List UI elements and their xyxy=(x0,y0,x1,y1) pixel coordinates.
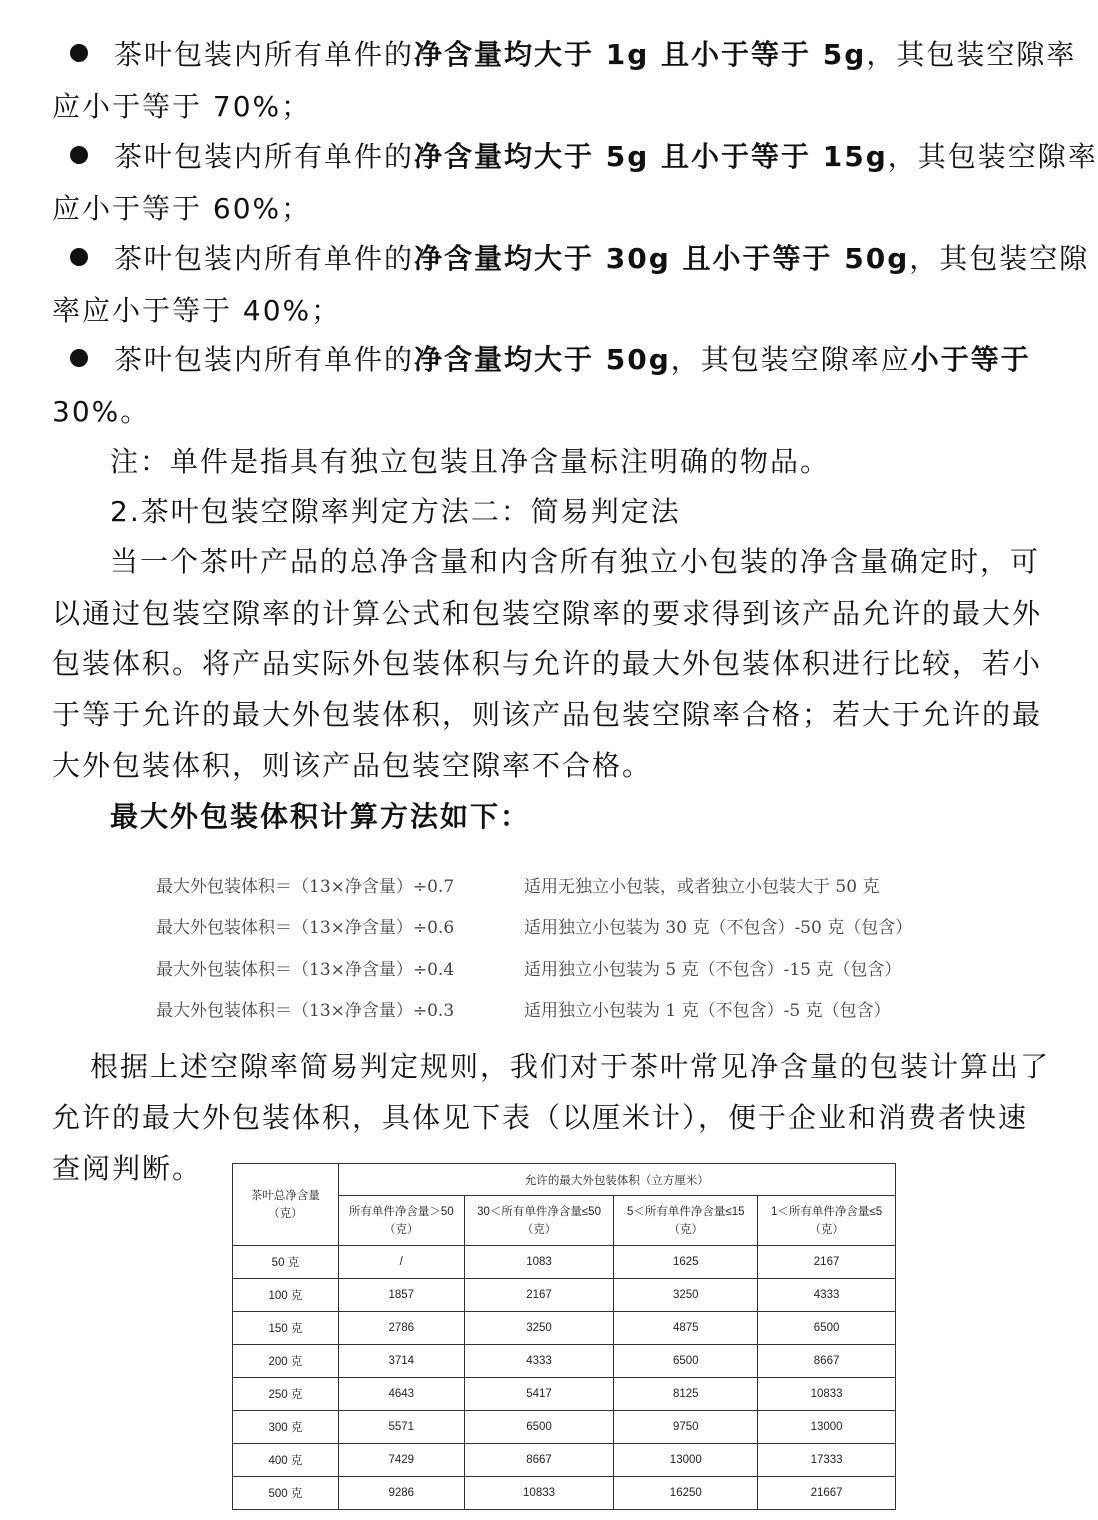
table-cell: 10833 xyxy=(758,1378,896,1411)
table-cell: 4333 xyxy=(758,1279,896,1312)
table-cell: 5417 xyxy=(464,1378,614,1411)
formula-row-1 xyxy=(156,872,880,897)
bullet-item-4-continuation: 30%。 xyxy=(52,395,151,428)
bullet-text-post: ，其包装空隙率 xyxy=(866,38,1077,71)
formula-expression: 最大外包装体积＝（13×净含量）÷0.3 xyxy=(156,1001,455,1021)
table-row xyxy=(233,1477,896,1510)
table-cell: 6500 xyxy=(464,1411,614,1444)
paragraph-line-4: 于等于允许的最大外包装体积，则该产品包装空隙率合格；若大于允许的最 xyxy=(52,698,1043,731)
table-row-label: 200 克 xyxy=(233,1345,339,1378)
table-cell: 8125 xyxy=(614,1378,758,1411)
bullet-text-bold: 净含量均大于 50g xyxy=(414,343,671,376)
table-cell: 9286 xyxy=(338,1477,464,1510)
note-text: 注：单件是指具有独立包装且净含量标注明确的物品。 xyxy=(110,445,831,478)
formula-expression: 最大外包装体积＝（13×净含量）÷0.7 xyxy=(156,877,455,897)
bullet-text-pre: 茶叶包装内所有单件的 xyxy=(114,343,415,376)
max-volume-table xyxy=(232,1163,896,1510)
table-cell: 17333 xyxy=(758,1444,896,1477)
table-cell: 9750 xyxy=(614,1411,758,1444)
table-cell: 2167 xyxy=(758,1246,896,1279)
table-cell: 4333 xyxy=(464,1345,614,1378)
table-cell: 6500 xyxy=(614,1345,758,1378)
table-row xyxy=(233,1246,896,1279)
table-row-label: 50 克 xyxy=(233,1246,339,1279)
table-cell: 13000 xyxy=(758,1411,896,1444)
bullet-item-3 xyxy=(70,242,1090,276)
table-cell: 3714 xyxy=(338,1345,464,1378)
formula-applies: 适用无独立小包装，或者独立小包装大于 50 克 xyxy=(524,877,880,897)
bullet-dot-icon xyxy=(70,44,88,62)
table-intro-line-1: 根据上述空隙率简易判定规则，我们对于茶叶常见净含量的包装计算出了 xyxy=(90,1050,1051,1083)
table-cell: 4643 xyxy=(338,1378,464,1411)
table-row-label: 500 克 xyxy=(233,1477,339,1510)
section-heading: 2.茶叶包装空隙率判定方法二：简易判定法 xyxy=(110,495,681,528)
table-cell: 6500 xyxy=(758,1312,896,1345)
table-body xyxy=(233,1246,896,1510)
table-row-label: 250 克 xyxy=(233,1378,339,1411)
paragraph-line-1: 当一个茶叶产品的总净含量和内含所有独立小包装的净含量确定时，可 xyxy=(110,545,1041,578)
group-header-max-volume: 允许的最大外包装体积（立方厘米） xyxy=(338,1164,895,1196)
formula-row-3 xyxy=(156,955,902,980)
table-row xyxy=(233,1345,896,1378)
bullet-text-bold-2: 小于等于 xyxy=(910,343,1031,376)
row-header-net-content: 茶叶总净含量 （克） xyxy=(233,1164,339,1246)
table-cell: 7429 xyxy=(338,1444,464,1477)
table-cell: 13000 xyxy=(614,1444,758,1477)
table-intro-line-3: 查阅判断。 xyxy=(52,1152,203,1185)
table-cell: 8667 xyxy=(758,1345,896,1378)
bullet-text-pre: 茶叶包装内所有单件的 xyxy=(114,38,415,71)
table-row-label: 150 克 xyxy=(233,1312,339,1345)
formula-expression: 最大外包装体积＝（13×净含量）÷0.4 xyxy=(156,960,455,980)
bullet-item-3-continuation: 率应小于等于 40%； xyxy=(52,294,342,327)
bullet-text-bold: 净含量均大于 30g 且小于等于 50g xyxy=(414,242,910,275)
table-row-label: 100 克 xyxy=(233,1279,339,1312)
formula-row-2 xyxy=(156,913,913,938)
bullet-text-bold: 净含量均大于 5g 且小于等于 15g xyxy=(414,140,888,173)
bullet-text-bold: 净含量均大于 1g 且小于等于 5g xyxy=(414,38,867,71)
table-cell: 1083 xyxy=(464,1246,614,1279)
table-cell: 3250 xyxy=(614,1279,758,1312)
bullet-item-1 xyxy=(70,38,1077,72)
table-cell: 1625 xyxy=(614,1246,758,1279)
formula-applies: 适用独立小包装为 5 克（不包含）-15 克（包含） xyxy=(524,960,902,980)
table-cell: / xyxy=(338,1246,464,1279)
table-cell: 10833 xyxy=(464,1477,614,1510)
bullet-item-2 xyxy=(70,140,1098,174)
bullet-dot-icon xyxy=(70,146,88,164)
bullet-text-pre: 茶叶包装内所有单件的 xyxy=(114,140,415,173)
formula-applies: 适用独立小包装为 1 克（不包含）-5 克（包含） xyxy=(524,1001,891,1021)
table-row-label: 400 克 xyxy=(233,1444,339,1477)
table-row xyxy=(233,1411,896,1444)
column-header: 30＜所有单件净含量≤50 （克） xyxy=(464,1196,614,1246)
bullet-item-1-continuation: 应小于等于 70%； xyxy=(52,90,312,123)
table-cell: 8667 xyxy=(464,1444,614,1477)
column-header: 1＜所有单件净含量≤5 （克） xyxy=(758,1196,896,1246)
formula-row-4 xyxy=(156,996,891,1021)
method-heading: 最大外包装体积计算方法如下： xyxy=(110,800,531,833)
table-cell: 3250 xyxy=(464,1312,614,1345)
table-cell: 2786 xyxy=(338,1312,464,1345)
formula-applies: 适用独立小包装为 30 克（不包含）-50 克（包含） xyxy=(524,918,913,938)
table-cell: 21667 xyxy=(758,1477,896,1510)
bullet-item-2-continuation: 应小于等于 60%； xyxy=(52,192,312,225)
paragraph-line-3: 包装体积。将产品实际外包装体积与允许的最大外包装体积进行比较，若小 xyxy=(52,647,1043,680)
paragraph-line-2: 以通过包装空隙率的计算公式和包装空隙率的要求得到该产品允许的最大外 xyxy=(52,597,1043,630)
table-cell: 2167 xyxy=(464,1279,614,1312)
table-cell: 16250 xyxy=(614,1477,758,1510)
formula-expression: 最大外包装体积＝（13×净含量）÷0.6 xyxy=(156,918,455,938)
table-row-label: 300 克 xyxy=(233,1411,339,1444)
table-row xyxy=(233,1444,896,1477)
table-cell: 1857 xyxy=(338,1279,464,1312)
bullet-item-4 xyxy=(70,343,1042,377)
column-header: 所有单件净含量＞50 （克） xyxy=(338,1196,464,1246)
bullet-dot-icon xyxy=(70,248,88,266)
table-intro-line-2: 允许的最大外包装体积，具体见下表（以厘米计），便于企业和消费者快速 xyxy=(52,1101,1029,1134)
bullet-text-post: ，其包装空隙率应 xyxy=(670,343,911,376)
table-row xyxy=(233,1378,896,1411)
column-header: 5＜所有单件净含量≤15 （克） xyxy=(614,1196,758,1246)
table-row xyxy=(233,1279,896,1312)
bullet-text-pre: 茶叶包装内所有单件的 xyxy=(114,242,415,275)
paragraph-line-5: 大外包装体积，则该产品包装空隙率不合格。 xyxy=(52,749,653,782)
table-cell: 4875 xyxy=(614,1312,758,1345)
bullet-dot-icon xyxy=(70,349,88,367)
table-row xyxy=(233,1312,896,1345)
table-cell: 5571 xyxy=(338,1411,464,1444)
bullet-text-post: ，其包装空隙率 xyxy=(887,140,1098,173)
bullet-text-post: ，其包装空隙 xyxy=(909,242,1090,275)
